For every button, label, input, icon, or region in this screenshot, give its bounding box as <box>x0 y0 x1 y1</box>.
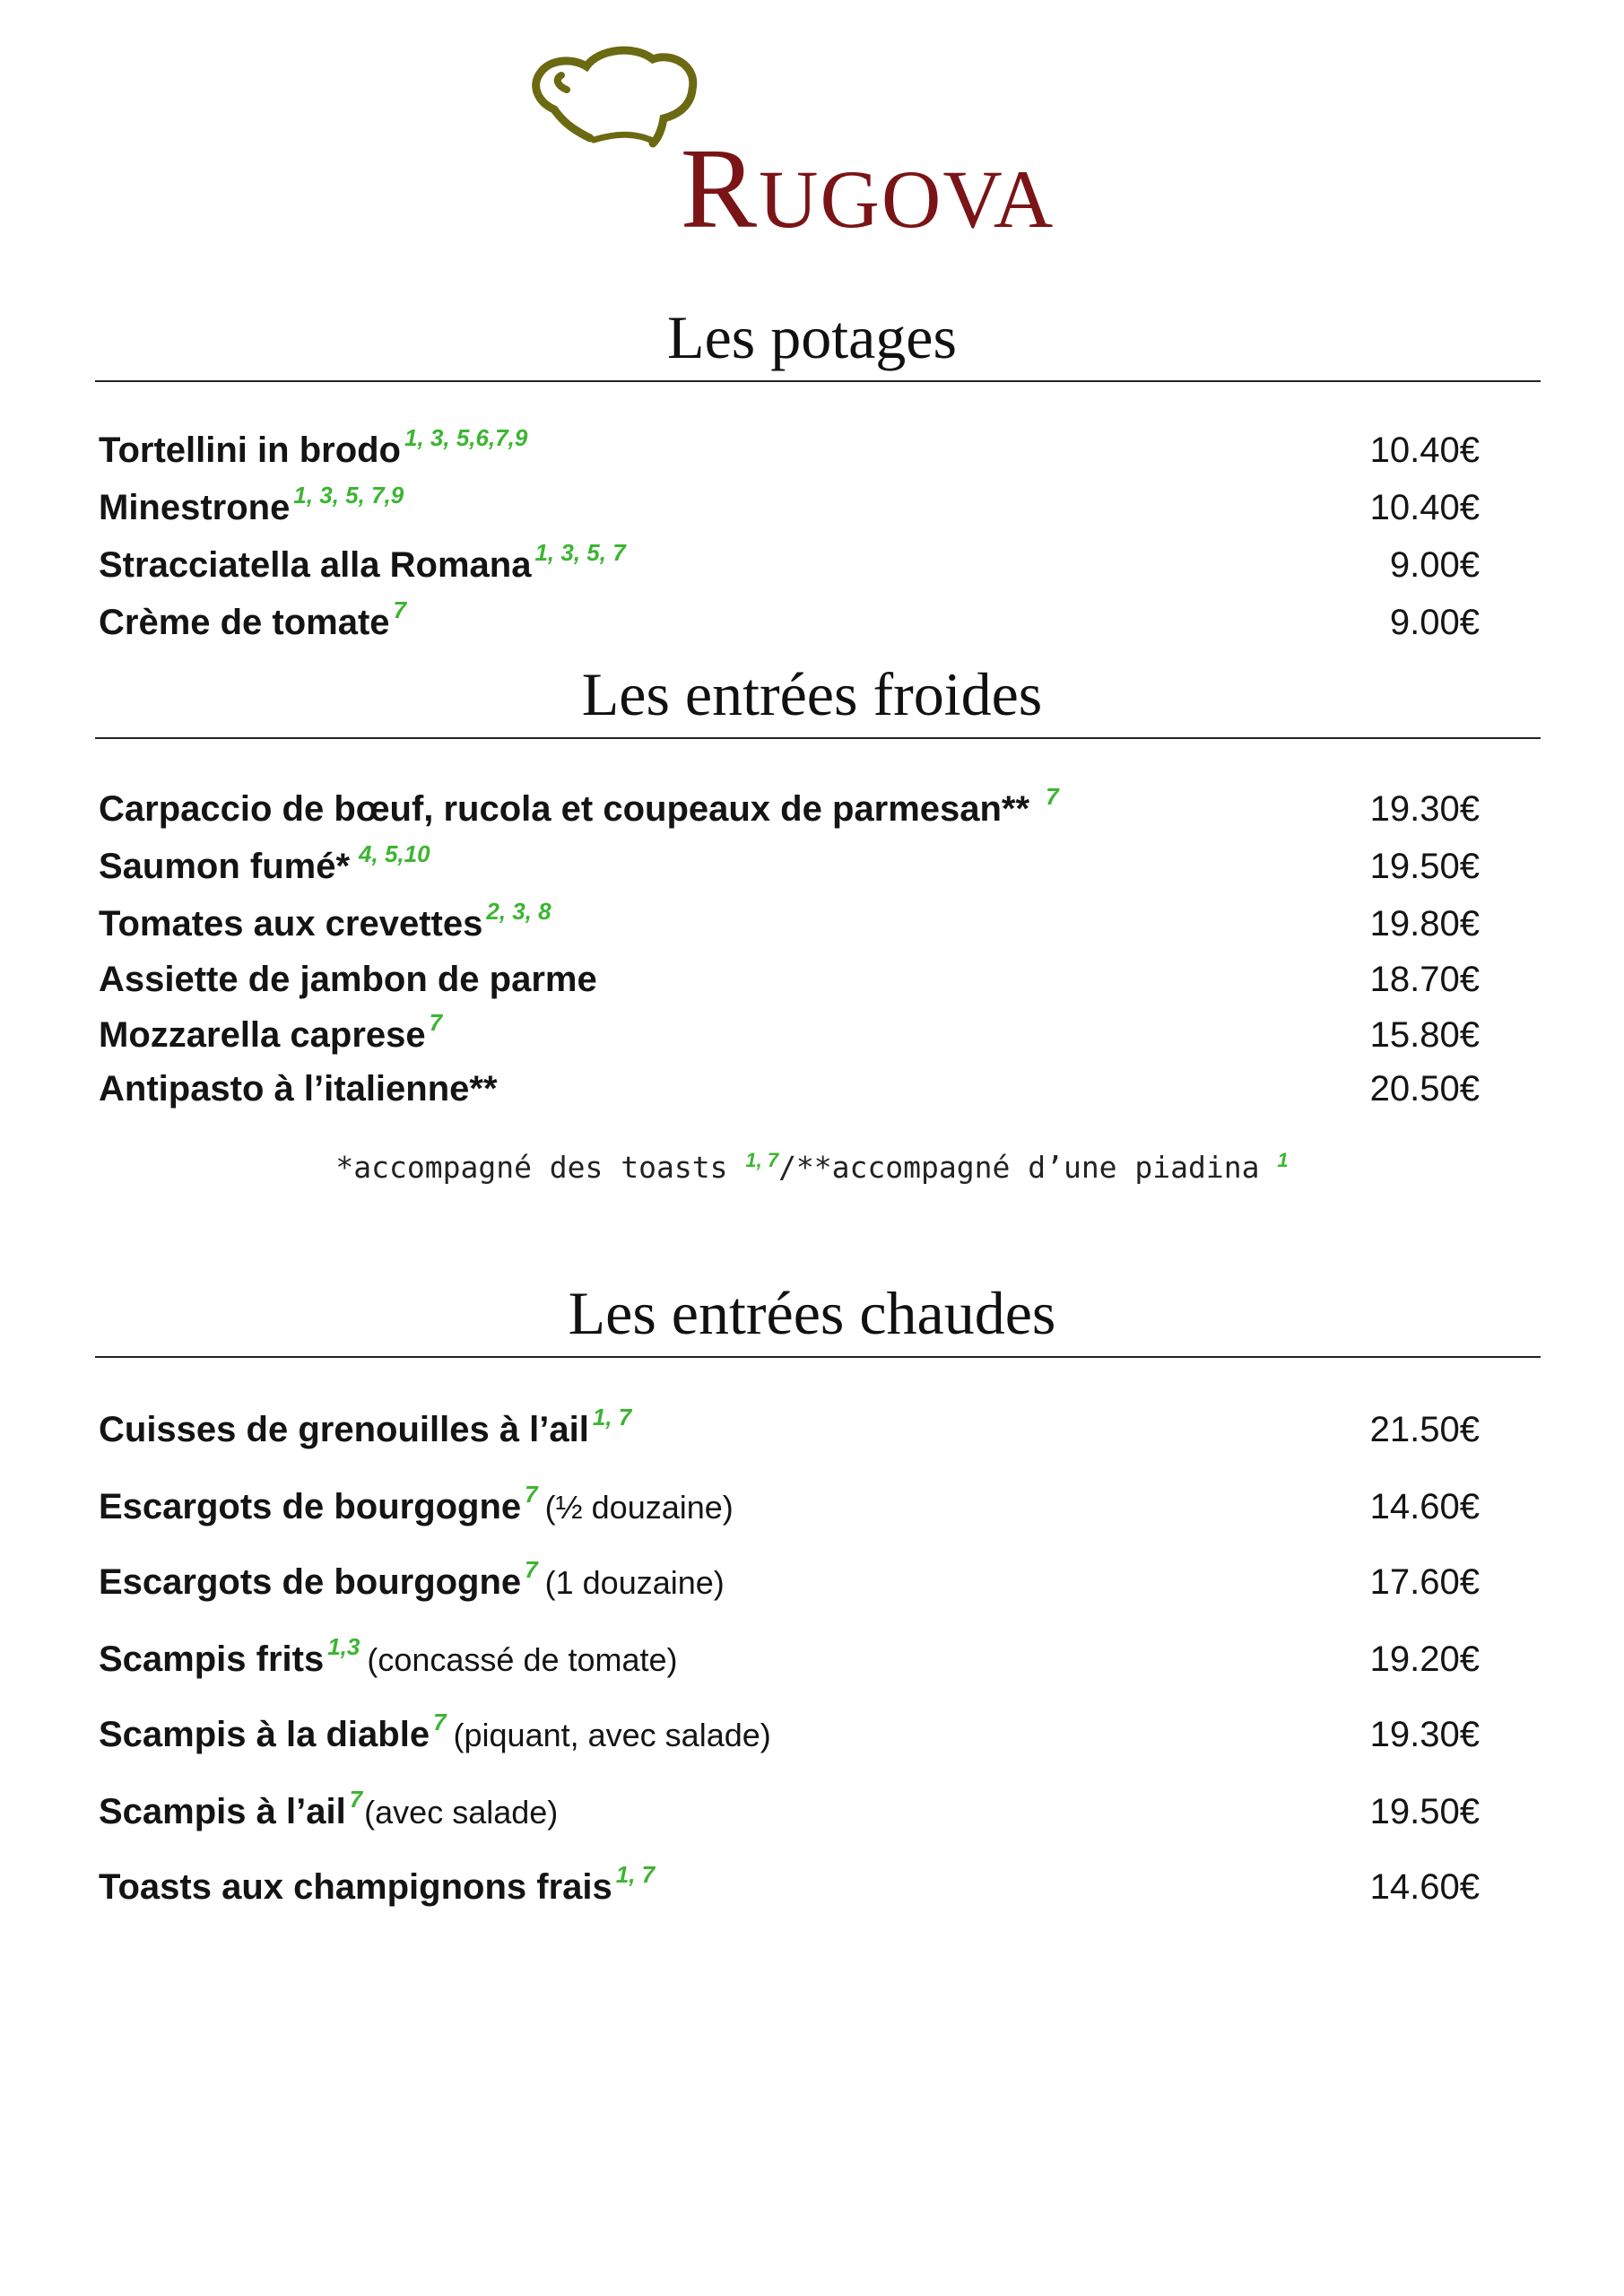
item-price: 19.30€ <box>1369 789 1480 829</box>
allergen-codes: 7 <box>433 1709 447 1735</box>
logo <box>0 39 1624 255</box>
item-price: 19.50€ <box>1369 847 1480 886</box>
item-price: 19.20€ <box>1369 1639 1480 1679</box>
allergen-codes: 7 <box>429 1009 443 1036</box>
menu-item <box>99 1862 1480 1912</box>
item-name: Tomates aux crevettes $^{2, 3, 8}$ <box>99 898 551 944</box>
item-price: 17.60€ <box>1369 1562 1480 1602</box>
item-note: (½ douzaine) <box>544 1489 734 1526</box>
menu-item <box>99 784 1480 834</box>
divider <box>95 1356 1541 1358</box>
brand-first-letter: R <box>680 125 760 252</box>
item-price: 19.30€ <box>1369 1715 1480 1754</box>
allergen-codes: 1, 7 <box>745 1149 779 1171</box>
item-name: Tortellini in brodo $^{1, 3, 5,6,7,9}$ <box>99 424 528 470</box>
item-price: 14.60€ <box>1369 1867 1480 1907</box>
item-name: Cuisses de grenouilles à l’ail $^{1, 7}$ <box>99 1404 632 1449</box>
item-name: Escargots de bourgogne $^7$ (1 douzaine) <box>99 1556 725 1602</box>
allergen-codes: 4, 5,10 <box>359 840 430 867</box>
footnote: *accompagné des toasts $^{1, 7}$/**accompagné d’une piadina $^1$ <box>335 1149 1289 1185</box>
allergen-codes: 1 <box>1277 1149 1289 1171</box>
item-name: Saumon fumé* $^{4, 5,10}$ <box>99 840 430 886</box>
menu-item <box>99 899 1480 949</box>
allergen-codes: 2, 3, 8 <box>486 898 551 925</box>
item-price: 20.50€ <box>1369 1069 1480 1109</box>
menu-item <box>99 841 1480 891</box>
allergen-codes: 1, 3, 5, 7 <box>534 539 626 566</box>
allergen-codes: 7 <box>349 1786 363 1813</box>
item-price: 21.50€ <box>1369 1410 1480 1449</box>
section-title-chaudes: Les entrées chaudes <box>568 1279 1056 1347</box>
item-name: Toasts aux champignons frais $^{1, 7}$ <box>99 1861 656 1907</box>
item-name: Minestrone $^{1, 3, 5, 7,9}$ <box>99 482 404 527</box>
item-name: Mozzarella caprese $^7$ <box>99 1009 443 1055</box>
allergen-codes: 7 <box>393 596 407 623</box>
menu-item <box>99 425 1480 475</box>
menu-item <box>99 1010 1480 1060</box>
item-name: Escargots de bourgogne $^7$ (½ douzaine) <box>99 1481 734 1526</box>
item-name: Crème de tomate $^7$ <box>99 596 407 642</box>
item-price: 10.40€ <box>1369 430 1480 470</box>
menu-item <box>99 1787 1480 1837</box>
item-name: Scampis frits $^{1,3}$ (concassé de tomate) <box>99 1633 678 1679</box>
allergen-codes: 1,3 <box>327 1633 360 1660</box>
item-note: (1 douzaine) <box>544 1564 725 1601</box>
item-note: (piquant, avec salade) <box>453 1717 771 1753</box>
menu-item <box>99 1405 1480 1455</box>
brand-wordmark <box>0 125 1624 252</box>
divider <box>95 380 1541 382</box>
item-name: Scampis à l’ail $^7$(avec salade) <box>99 1786 559 1831</box>
allergen-codes: 7 <box>525 1556 538 1583</box>
menu-item <box>99 483 1480 533</box>
item-price: 18.70€ <box>1369 960 1480 999</box>
item-price: 10.40€ <box>1369 488 1480 527</box>
item-price: 19.50€ <box>1369 1792 1480 1831</box>
allergen-codes: 1, 3, 5, 7,9 <box>293 482 404 509</box>
item-price: 9.00€ <box>1389 603 1480 642</box>
item-price: 19.80€ <box>1369 904 1480 944</box>
menu-item <box>99 1709 1480 1760</box>
item-name: Scampis à la diable $^7$ (piquant, avec salade) <box>99 1709 771 1754</box>
item-name: Carpaccio de bœuf, rucola et coupeaux de parmesan** $^7$ <box>99 783 1059 829</box>
allergen-codes: 7 <box>1046 783 1059 810</box>
divider <box>95 737 1541 739</box>
menu-item <box>99 597 1480 648</box>
section-title-potages: Les potages <box>667 303 957 371</box>
menu-item <box>99 1482 1480 1532</box>
section-title-froides: Les entrées froides <box>581 660 1043 728</box>
menu-item <box>99 540 1480 590</box>
item-price: 14.60€ <box>1369 1487 1480 1526</box>
menu-item <box>99 1064 1480 1114</box>
menu-item <box>99 1557 1480 1607</box>
menu-item <box>99 954 1480 1004</box>
item-name: Stracciatella alla Romana $^{1, 3, 5, 7}$ <box>99 539 626 585</box>
item-price: 9.00€ <box>1389 545 1480 585</box>
item-name: Assiette de jambon de parme <box>99 960 597 999</box>
allergen-codes: 1, 7 <box>592 1404 632 1431</box>
allergen-codes: 1, 3, 5,6,7,9 <box>404 424 528 451</box>
item-name: Antipasto à l’italienne** <box>99 1069 498 1109</box>
allergen-codes: 1, 7 <box>615 1861 656 1888</box>
allergen-codes: 7 <box>525 1481 538 1508</box>
item-note: (concassé de tomate) <box>367 1641 678 1678</box>
menu-item <box>99 1634 1480 1684</box>
item-price: 15.80€ <box>1369 1015 1480 1055</box>
item-note: (avec salade) <box>364 1794 559 1831</box>
brand-rest: UGOVA <box>759 153 1055 245</box>
